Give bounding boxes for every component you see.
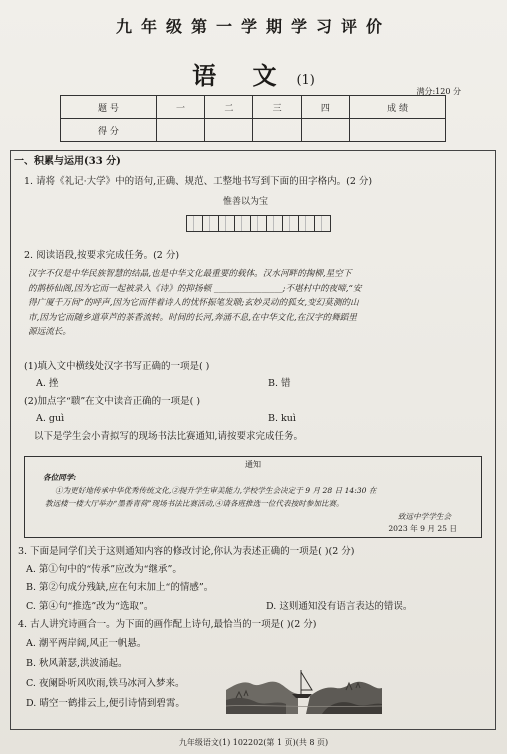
q4-option-a[interactable]: A. 潮平两岸阔,风正一帆悬。: [26, 638, 147, 649]
score-blank[interactable]: [205, 119, 253, 142]
notice-signer: 致远中学学生会: [397, 512, 451, 521]
q3-option-b[interactable]: B. 第②句成分残缺,应在句末加上“的情感”。: [26, 582, 214, 593]
subject-number: (1): [296, 73, 315, 88]
score-blank[interactable]: [156, 119, 204, 142]
grid-cell[interactable]: [250, 215, 267, 232]
subject-name: 语 文: [192, 61, 291, 90]
score-label: 得 分: [61, 119, 157, 142]
score-cell: 二: [205, 96, 253, 119]
q2-sub1: (1)填入文中横线处汉字书写正确的一项是( ): [24, 361, 210, 372]
q2-sub1-option-a[interactable]: A. 挫: [36, 378, 59, 389]
q4-text: 4. 古人讲究诗画合一。为下面的画作配上诗句,最恰当的一项是( )(2 分): [18, 619, 317, 630]
score-table: [60, 95, 446, 142]
q2-sub2-option-b[interactable]: B. kuì: [268, 413, 296, 424]
score-cell: 题 号: [61, 96, 157, 119]
q2-paragraph: [28, 267, 476, 340]
q4-option-c[interactable]: C. 夜阑卧听风吹雨,铁马冰河入梦来。: [26, 678, 185, 689]
grid-cell[interactable]: [202, 215, 219, 232]
paragraph-line: 市,因为它而随乡道草芦的茶香流转。时间的长河,奔涌不息,在中华文化,在汉字的舞蹈里: [28, 312, 357, 323]
notice-line1: ①为更好地传承中华优秀传统文化,②提升学生审美能力,学校学生会决定于 9 月 28 日 14:30 在: [55, 486, 377, 495]
landscape-painting: [226, 640, 382, 714]
q2-text: 2. 阅读语段,按要求完成任务。(2 分): [24, 250, 180, 261]
section-title: 一、积累与运用(33 分): [14, 156, 121, 167]
full-score: 满分:120 分: [416, 87, 461, 96]
q2-sub1-option-b[interactable]: B. 错: [268, 378, 291, 389]
score-blank[interactable]: [253, 119, 301, 142]
paragraph-line: 得广厦千万间”的呼声,因为它而伴着诗人的忧怀振笔发聩;玄妙灵动的狐女,变幻莫测的山: [28, 298, 359, 308]
q4-option-b[interactable]: B. 秋风萧瑟,洪波涌起。: [26, 658, 128, 669]
score-input-row: [61, 119, 446, 142]
q3-option-c[interactable]: C. 第④句“推选”改为“选取”。: [26, 601, 154, 612]
paragraph-line: 汉字不仅是中华民族智慧的结晶,也是中华文化最重要的载体。汉水河畔的掬柳,星空下: [28, 269, 352, 279]
grid-cell[interactable]: [266, 215, 283, 232]
q1-phrase: 惟善以为宝: [223, 197, 269, 207]
writing-grid[interactable]: [187, 215, 331, 232]
q2-intro: 以下是学生会小青拟写的现场书法比赛通知,请按要求完成任务。: [34, 431, 304, 442]
score-cell: 成 绩: [350, 96, 446, 119]
notice-greeting: 各位同学:: [43, 473, 77, 482]
paragraph-line: 的鹊桥仙阁,因为它而一起被录入《诗》的抑扬顿 ________________;不堪村中的夜啼,“安: [28, 283, 362, 294]
q1-text: 1. 请将《礼记·大学》中的语句,正确、规范、工整地书写到下面的田字格内。(2 分): [24, 176, 373, 187]
notice-line2: 教远楼一楼大厅举办“墨香青荷”现场书法比赛活动,④请各班推选一位代表按时参加比赛。: [45, 499, 344, 508]
q2-sub2: (2)加点字“聩”在文中读音正确的一项是( ): [24, 396, 201, 407]
score-blank[interactable]: [301, 119, 349, 142]
grid-cell[interactable]: [282, 215, 299, 232]
exam-header: 九年级第一学期学习评价: [115, 17, 391, 36]
score-cell: 四: [301, 96, 349, 119]
notice-box: [24, 456, 482, 538]
grid-cell[interactable]: [234, 215, 251, 232]
paragraph-line: 源远流长。: [28, 327, 71, 337]
page-footer: 九年级语文(1) 102202(第 1 页)(共 8 页): [178, 738, 329, 747]
score-cell: 一: [156, 96, 204, 119]
q3-text: 3. 下面是同学们关于这则通知内容的修改讨论,你认为表述正确的一项是( )(2 分): [18, 546, 355, 557]
score-header-row: [61, 96, 446, 119]
notice-title: 通知: [245, 460, 261, 469]
score-blank[interactable]: [350, 119, 446, 142]
grid-cell[interactable]: [218, 215, 235, 232]
grid-cell[interactable]: [298, 215, 315, 232]
score-cell: 三: [253, 96, 301, 119]
q4-option-d[interactable]: D. 晴空一鹤排云上,便引诗情到碧霄。: [26, 698, 185, 709]
grid-cell[interactable]: [186, 215, 203, 232]
grid-cell[interactable]: [314, 215, 331, 232]
q3-option-a[interactable]: A. 第①句中的“传承”应改为“继承”。: [26, 564, 182, 575]
q2-sub2-option-a[interactable]: A. guì: [36, 413, 65, 424]
notice-date: 2023 年 9 月 25 日: [388, 524, 457, 533]
q3-option-d[interactable]: D. 这则通知没有语言表达的错误。: [266, 601, 413, 612]
